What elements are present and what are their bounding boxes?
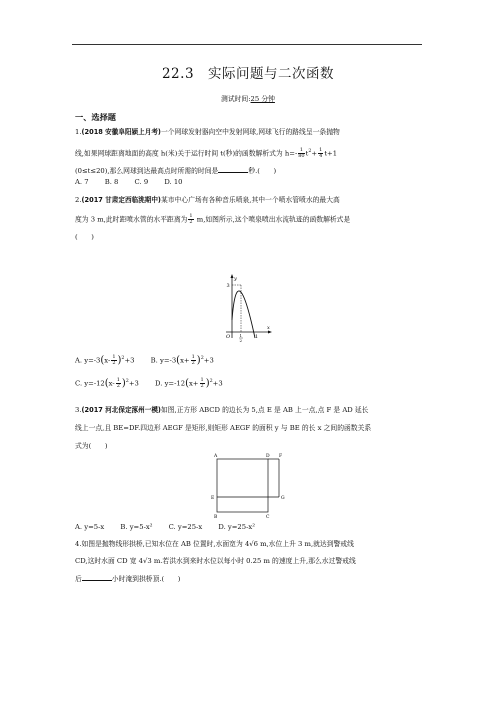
q1-frac1 <box>298 148 304 159</box>
test-time <box>0 93 496 103</box>
x-tick-num: 1 <box>239 333 243 338</box>
q2-source: (2017 甘肃定西临洮期中) <box>81 196 161 204</box>
x-axis-label: x <box>267 325 270 331</box>
q1-line3 <box>75 165 276 176</box>
top-rule <box>72 44 422 45</box>
label-a: A <box>214 454 218 459</box>
y-tick-label: 3 <box>226 283 230 289</box>
y-axis-label: y <box>234 276 237 282</box>
q1-text3b: 秒.( ) <box>248 167 277 175</box>
q2-option-a-frac-num: 1 <box>112 353 116 360</box>
q2-option-c[interactable]: C. y=-12(x- $\frac{1}{2}$ )$^2$+3 <box>75 376 139 389</box>
q2-option-d[interactable]: D. y=-12(x+ $\frac{1}{2}$ )$^2$+3 <box>155 376 223 389</box>
q2-frac-den: 2 <box>189 219 193 225</box>
q4-line2: CD,这时水面 CD 宽 4√3 m.若洪水到来时水位以每小时 0.25 m 的速度上升,那么水过警戒线 <box>75 557 356 565</box>
q2-text1: 某市中心广场有各种音乐喷泉,其中一个喷水管喷水的最大高 <box>160 196 340 204</box>
q3-option-d[interactable]: D. y=25-x² <box>218 523 255 531</box>
q1-option-a[interactable]: A. 7 <box>75 178 89 186</box>
q1-frac1-num: 1 <box>299 146 304 153</box>
q1-options <box>75 178 197 187</box>
q2-option-c-frac-num: 1 <box>116 376 120 383</box>
q2-option-c-frac <box>116 378 121 389</box>
q2-option-b[interactable]: B. y=-3(x+ $\frac{1}{2}$ )$^2$+3 <box>150 353 214 366</box>
q1-source: (2018 安徽阜阳颍上月考) <box>81 128 161 136</box>
q2-option-a-post: +3 <box>124 356 135 365</box>
q2-line3: ( ) <box>75 233 94 241</box>
q2-option-b-frac-den: 2 <box>191 359 195 366</box>
label-d: D <box>266 454 270 459</box>
q2-option-d-frac <box>200 378 205 389</box>
label-c: C <box>266 515 270 520</box>
square-abcd <box>217 459 268 512</box>
q2-option-a-label: A. y=-3 <box>75 356 101 365</box>
q1-line2: 线,如果网球距离地面的高度 h(米)关于运行时间 t(秒)的函数解析式为 h=- $\frac{1}{80}$ $t^2+$ $\frac{1}{4}$ t+1 <box>75 146 338 159</box>
q2-options-row2 <box>75 377 237 389</box>
q2-option-c-post: +3 <box>128 379 139 388</box>
q4-line3 <box>75 573 180 584</box>
label-g: G <box>281 496 285 501</box>
q1-line1 <box>75 128 340 137</box>
q2-line2 <box>75 214 350 225</box>
x-tick-den: 2 <box>239 338 243 343</box>
q4-text1: 如图是抛物线形拱桥,已知水位在 AB 位置时,水面宽为 4√6 m,水位上升 3 m,就达到警戒线 <box>81 540 354 548</box>
label-f: F <box>279 454 283 459</box>
q2-text2b: m,如图所示,这个喷泉喷出水流轨迹的函数解析式是 <box>194 215 351 224</box>
q2-parabola-figure <box>222 272 274 344</box>
q1-frac2 <box>318 148 323 159</box>
q4-line1 <box>75 540 354 549</box>
q2-option-c-label: C. y=-12 <box>75 379 105 388</box>
q2-option-d-post: +3 <box>212 379 223 388</box>
q2-option-d-frac-num: 1 <box>200 376 204 383</box>
q2-frac <box>188 214 193 225</box>
q2-option-b-post: +3 <box>203 356 214 365</box>
q2-frac-num: 1 <box>189 213 193 219</box>
q2-option-b-label: B. y=-3 <box>150 356 177 365</box>
parabola-curve <box>232 291 255 338</box>
q3-square-figure <box>205 452 295 520</box>
q3-source: (2017 河北保定涿州一模) <box>81 406 161 414</box>
q2-text2a: 度为 3 m,此时距喷水管的水平距离为 <box>75 215 188 224</box>
q1-text3a: (0≤t≤20),那么网球到达最高点时所需的时间是 <box>75 167 219 175</box>
q1-frac1-den: 80 <box>298 152 305 159</box>
label-e: E <box>211 496 215 501</box>
q2-option-d-inner: x+ <box>188 379 199 388</box>
q1-answer-blank[interactable] <box>218 165 248 173</box>
q3-text1: 如图,正方形 ABCD 的边长为 5,点 E 是 AB 上一点,点 F 是 AD 延长 <box>160 406 369 414</box>
q3-line2: 线上一点,且 BE=DF.四边形 AEGF 是矩形,则矩形 AEGF 的面积 y 与 BE 的长 x 之间的函数关系 <box>75 424 372 432</box>
q1-frac2-den: 4 <box>319 152 323 159</box>
q2-option-a-frac-den: 2 <box>112 359 116 366</box>
label-b: B <box>214 515 218 520</box>
q2-option-a-frac <box>111 355 116 366</box>
q4-text3a: 后 <box>75 575 82 583</box>
q1-text2d: t+1 <box>324 149 338 158</box>
q1-number: 1. <box>75 128 82 136</box>
q3-line3: 式为( ) <box>75 442 108 450</box>
q2-option-c-frac-den: 2 <box>116 382 120 389</box>
q2-option-b-frac <box>191 355 196 366</box>
q2-option-a[interactable]: A. y=-3(x- $\frac{1}{2}$ )$^2$+3 <box>75 353 135 366</box>
q1-text2b: t <box>305 149 309 158</box>
q4-answer-blank[interactable] <box>82 573 112 581</box>
q2-option-b-inner: x+ <box>180 356 190 365</box>
q3-option-b[interactable]: B. y=5-x² <box>120 523 153 531</box>
q2-line1 <box>75 196 340 205</box>
q2-option-d-label: D. y=-12 <box>155 379 186 388</box>
q1-frac2-num: 1 <box>319 146 323 153</box>
page-title: 22.3 实际问题与二次函数 <box>161 66 335 82</box>
x-tick-end: 1 <box>255 334 259 340</box>
q1-text2a: 线,如果网球距离地面的高度 h(米)关于运行时间 t(秒)的函数解析式为 h=- <box>75 149 298 158</box>
q2-option-a-inner: x- <box>104 356 111 365</box>
q3-option-a[interactable]: A. y=5-x <box>75 523 105 531</box>
test-time-label: 测试时间: <box>221 95 251 103</box>
q2-option-d-frac-den: 2 <box>200 382 204 389</box>
section-title: 一、选择题 <box>75 112 116 122</box>
q1-option-b[interactable]: B. 8 <box>104 178 119 186</box>
q1-option-c[interactable]: C. 9 <box>134 178 149 186</box>
origin-label: O <box>226 334 231 340</box>
q2-option-c-inner: x- <box>108 379 115 388</box>
q3-option-c[interactable]: C. y=25-x <box>168 523 203 531</box>
q1-text2c: + <box>311 149 318 158</box>
q1-text1: 一个网球发射器向空中发射网球,网球飞行的路线呈一条抛物 <box>160 128 340 136</box>
q2-option-b-frac-num: 1 <box>191 353 195 360</box>
q3-number: 3. <box>75 406 82 414</box>
q2-options-row1 <box>75 354 228 366</box>
q3-options <box>75 523 269 532</box>
q2-number: 2. <box>75 196 82 204</box>
q4-text3b: 小时淹到拱桥顶.( ) <box>111 575 181 583</box>
q1-option-d[interactable]: D. 10 <box>164 178 183 186</box>
q3-line1 <box>75 406 368 415</box>
q4-number: 4. <box>75 540 82 548</box>
test-time-value: 25 分钟 <box>250 95 275 103</box>
